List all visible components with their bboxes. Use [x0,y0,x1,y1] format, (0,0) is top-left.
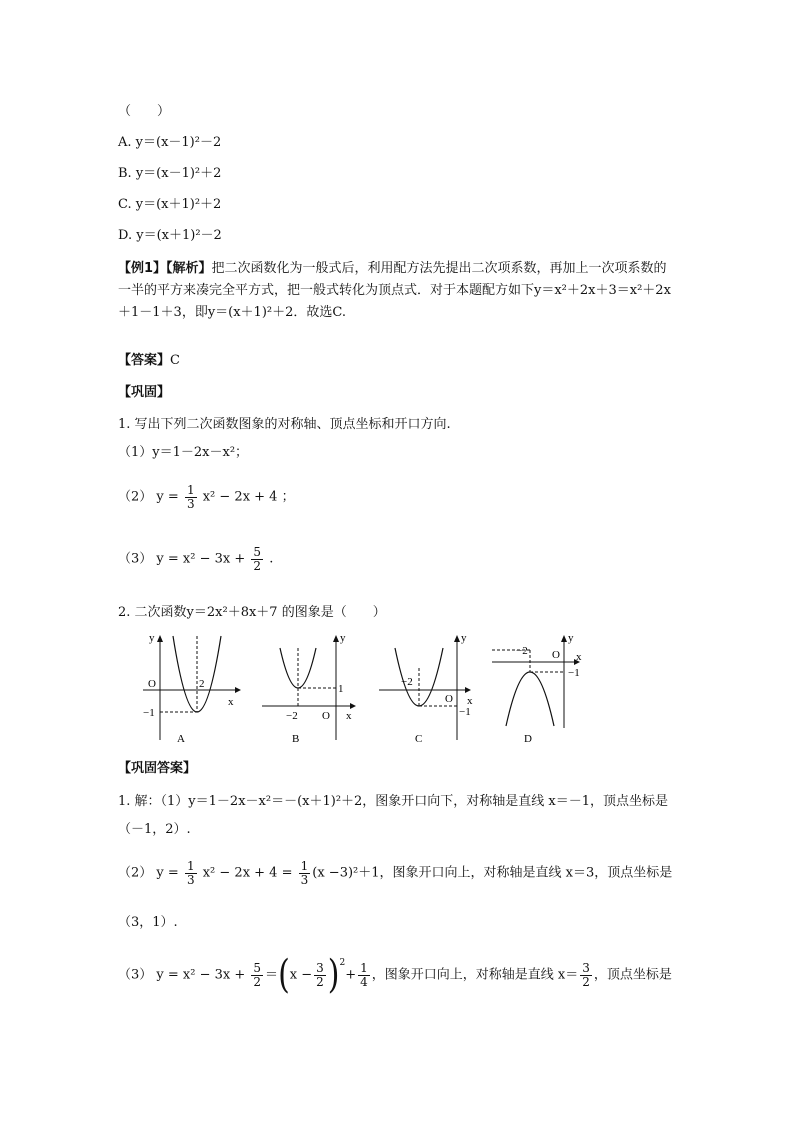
answer-2-tail: （3，1）. [118,915,178,930]
fraction: $\frac{1}{3}$ [300,859,309,887]
axis-label: x [467,695,473,707]
graph-d [488,628,598,746]
graph-a [135,628,245,746]
answer-tag: 【答案】 [118,353,171,368]
answer-1: 1. 解：（1）y＝1－2x－x²＝－(x＋1)²＋2，图象开口向下，对称轴是直线 x＝－1，顶点坐标是（－1，2）. [118,794,669,837]
graph-label: C [415,733,423,745]
axis-label: x [346,710,352,722]
answer-2: （2） y = $\frac{1}{3}$ x² − 2x + 4 = $\frac{1}{3}$ (x −3)²＋1，图象开口向上，对称轴是直线 x＝3，顶点坐标是 [118,859,673,887]
axis-label: x [228,696,234,708]
paren: ) [327,952,340,998]
origin-label: O [552,649,560,661]
option-b: B. y＝(x－1)²＋2 [118,166,222,181]
consolidate-title: 【巩固】 [118,385,171,400]
axis-label: y [568,632,574,644]
axis-label: y [461,632,467,644]
consolidate-q1-1: （1）y＝1－2x－x²； [118,445,249,460]
consolidate-q1-2: （2） y = $\frac{1}{3}$ x² − 2x + 4 ； [118,483,295,511]
axis-label: y [340,632,346,644]
graph-label: B [292,733,300,745]
tick-label: −2 [516,645,528,657]
tick-label: −2 [401,676,413,688]
graph-c [375,628,485,746]
tick-label: −1 [143,707,155,719]
example1-tag: 【例1】【解析】 [118,261,212,276]
answers-title: 【巩固答案】 [118,761,197,776]
fraction: $\frac{3}{2}$ [582,961,590,989]
question-bracket: （ ） [118,104,171,119]
fraction: $\frac{3}{2}$ [316,961,324,989]
tick-label: −2 [286,710,298,722]
axis-label: y [149,632,155,644]
tick-label: 1 [338,683,344,695]
origin-label: O [322,710,330,722]
option-a: A. y＝(x－1)²－2 [118,135,222,150]
example1-text: 把二次函数化为一般式后，利用配方法先提出二次项系数，再加上一次项系数的一半的平方来凑完全平方式，把一般式转化为顶点式．对于本题配方如下y＝x²＋2x＋3＝x²＋2x＋1－1＋3，即y＝(x＋1)²＋2．故选C. [118,261,671,320]
graph-b [258,628,368,746]
origin-label: O [445,693,453,705]
graph-label: D [524,733,532,745]
fraction: $\frac{5}{2}$ [253,545,262,573]
graph-label: A [177,733,185,745]
fraction: $\frac{5}{2}$ [253,961,262,989]
answer-3: （3） y = x² − 3x + $\frac{5}{2}$ ＝(x − $\frac{3}{2}$ )$^2$+ $\frac{1}{4}$ ，图象开口向上，对称轴是直线 x＝ $\frac{3}{2}$ ，顶点坐标是 [118,952,672,998]
option-c: C. y＝(x＋1)²＋2 [118,197,222,212]
fraction: $\frac{1}{3}$ [186,483,195,511]
tick-label: −1 [568,667,580,679]
option-d: D. y＝(x＋1)²－2 [118,228,222,243]
tick-label: 2 [199,678,205,690]
fraction: $\frac{1}{3}$ [186,859,195,887]
answer-line [118,352,180,370]
paren: ( [278,952,290,998]
consolidate-q1-3: （3） y = x² − 3x + $\frac{5}{2}$ . [118,545,274,573]
answer-value: C [170,353,180,368]
consolidate-q1: 1. 写出下列二次函数图象的对称轴、顶点坐标和开口方向. [118,417,451,432]
fraction: $\frac{1}{4}$ [360,961,368,989]
axis-label: x [576,651,582,663]
consolidate-q2: 2. 二次函数y＝2x²＋8x＋7 的图象是（ ） [118,605,386,620]
example1-block [118,258,678,324]
origin-label: O [148,678,156,690]
tick-label: −1 [459,706,471,718]
